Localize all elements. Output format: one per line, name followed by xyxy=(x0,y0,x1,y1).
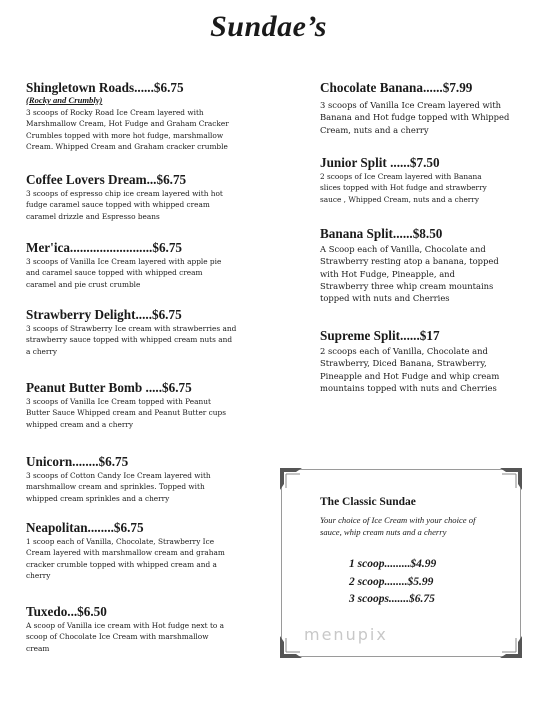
menu-item-merica xyxy=(26,240,221,290)
menu-item-strawberry-delight xyxy=(26,307,236,357)
item-description: 3 scoops of Rocky Road Ice Cream layered with Marshmallow Cream, Hot Fudge and Graham Cracker Crumbles topped with more hot fudge, marshmallow Cream. Whipped Cream and Graham cracker crumble xyxy=(26,108,229,152)
menu-item-junior-split xyxy=(320,155,487,205)
scoop-price-list xyxy=(349,556,436,609)
item-description: 3 scoops of Vanilla Ice Cream layered with Banana and Hot fudge topped with Whipped Cream, nuts and a cherry xyxy=(320,100,510,135)
item-name: Shingletown Roads......$6.75 xyxy=(26,80,184,95)
menu-item-neapolitan xyxy=(26,520,225,582)
classic-sundae-box xyxy=(281,469,521,657)
item-description: 3 scoops of Cotton Candy Ice Cream layered with marshmallow cream and sprinkles. Topped with whipped cream sprinkles and a cherry xyxy=(26,471,211,503)
item-description: 3 scoops of Strawberry Ice cream with strawberries and strawberry sauce topped with whipped cream nuts and a cherry xyxy=(26,324,237,356)
item-name: Coffee Lovers Dream...$6.75 xyxy=(26,172,187,187)
item-name: Chocolate Banana......$7.99 xyxy=(320,80,473,95)
item-name: Strawberry Delight.....$6.75 xyxy=(26,307,182,322)
menu-item-tuxedo xyxy=(26,604,224,654)
item-name: Banana Split......$8.50 xyxy=(320,226,443,241)
item-description: 3 scoops of Vanilla Ice Cream layered with apple pie and caramel sauce topped with whipped cream caramel and pie crust crumble xyxy=(26,257,222,289)
item-name: Junior Split ......$7.50 xyxy=(320,155,440,170)
item-description: A Scoop each of Vanilla, Chocolate and Strawberry resting atop a banana, topped with Hot Fudge, Pineapple, and Strawberry three whip cream mountains topped with nuts and Cherries xyxy=(320,244,499,304)
corner-ornament-icon xyxy=(280,636,302,658)
corner-ornament-icon xyxy=(280,468,302,490)
menu-item-coffee-lovers-dream xyxy=(26,172,223,222)
classic-sundae-description: Your choice of Ice Cream with your choice of sauce, whip cream nuts and a cherry xyxy=(320,515,476,537)
item-name: Tuxedo...$6.50 xyxy=(26,604,107,619)
menu-title: Sundae’s xyxy=(210,10,327,43)
scoop-price-3: 3 scoops.......$6.75 xyxy=(349,593,435,605)
item-description: 2 scoops of Ice Cream layered with Banana slices topped with Hot fudge and strawberry sauce , Whipped Cream, nuts and a cherry xyxy=(320,172,487,204)
menu-item-banana-split xyxy=(320,226,499,304)
menu-item-chocolate-banana xyxy=(320,80,509,136)
item-description: 3 scoops of Vanilla Ice Cream topped with Peanut Butter Sauce Whipped cream and Peanut Butter cups whipped cream and a cherry xyxy=(26,397,226,429)
item-name: Unicorn........$6.75 xyxy=(26,454,129,469)
menu-item-shingletown-roads xyxy=(26,80,229,153)
item-name: Mer'ica.........................$6.75 xyxy=(26,240,183,255)
scoop-price-1: 1 scoop.........$4.99 xyxy=(349,558,437,570)
watermark: menupix xyxy=(304,625,388,644)
menu-item-unicorn xyxy=(26,454,211,504)
item-name: Neapolitan........$6.75 xyxy=(26,520,144,535)
corner-ornament-icon xyxy=(500,636,522,658)
menu-item-supreme-split xyxy=(320,328,499,394)
item-description: A scoop of Vanilla ice cream with Hot fudge next to a scoop of Chocolate Ice Cream with marshmallow cream xyxy=(26,621,225,653)
item-description: 1 scoop each of Vanilla, Chocolate, Strawberry Ice Cream layered with marshmallow cream and graham cracker crumble topped with whipped cream and a cherry xyxy=(26,537,225,581)
item-name: Peanut Butter Bomb .....$6.75 xyxy=(26,380,192,395)
classic-sundae-title: The Classic Sundae xyxy=(320,496,416,508)
item-name: Supreme Split......$17 xyxy=(320,328,440,343)
item-description: 3 scoops of espresso chip ice cream layered with hot fudge caramel sauce topped with whipped cream caramel drizzle and Espresso beans xyxy=(26,189,223,221)
corner-ornament-icon xyxy=(500,468,522,490)
item-description: 2 scoops each of Vanilla, Chocolate and Strawberry, Diced Banana, Strawberry, Pineapple and Hot Fudge and whip cream mountains topped with nuts and Cherries xyxy=(320,346,500,393)
item-subtitle: (Rocky and Crumbly) xyxy=(26,95,103,105)
scoop-price-2: 2 scoop........$5.99 xyxy=(349,575,434,588)
menu-item-peanut-butter-bomb xyxy=(26,380,226,430)
